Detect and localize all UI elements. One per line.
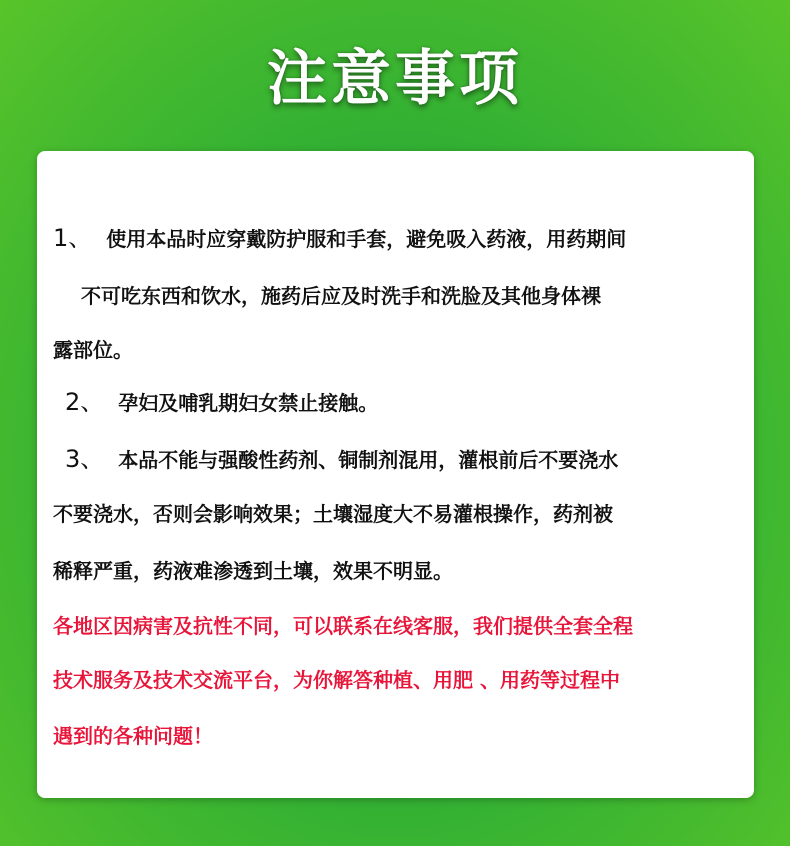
note-3-line-1 (65, 444, 618, 475)
note-1-line-3: 露部位。 (53, 338, 133, 362)
note-3-text: 本品不能与强酸性药剂、铜制剂混用，灌根前后不要浇水 (118, 448, 619, 472)
note-2-text: 孕妇及哺乳期妇女禁止接触。 (118, 391, 379, 415)
service-notice-line-1: 各地区因病害及抗性不同，可以联系在线客服，我们提供全套全程 (53, 614, 633, 638)
content-card (37, 151, 754, 798)
note-1-line-2: 不可吃东西和饮水，施药后应及时洗手和洗脸及其他身体裸 (81, 284, 601, 308)
service-notice-line-2: 技术服务及技术交流平台，为你解答种植、用肥 、用药等过程中 (53, 668, 620, 692)
note-1-text: 使用本品时应穿戴防护服和手套，避免吸入药液，用药期间 (106, 227, 627, 251)
note-3-line-3: 稀释严重，药液难渗透到土壤，效果不明显。 (53, 559, 453, 583)
note-2-number: 2、 (65, 388, 105, 416)
note-1-number: 1、 (53, 224, 93, 252)
note-2-line-1 (65, 387, 378, 418)
page-title: 注意事项 (267, 44, 523, 114)
note-1-line-1 (53, 223, 626, 254)
note-3-number: 3、 (65, 445, 105, 473)
service-notice-line-3: 遇到的各种问题！ (53, 724, 213, 748)
note-3-line-2: 不要浇水，否则会影响效果；土壤湿度大不易灌根操作，药剂被 (53, 502, 613, 526)
